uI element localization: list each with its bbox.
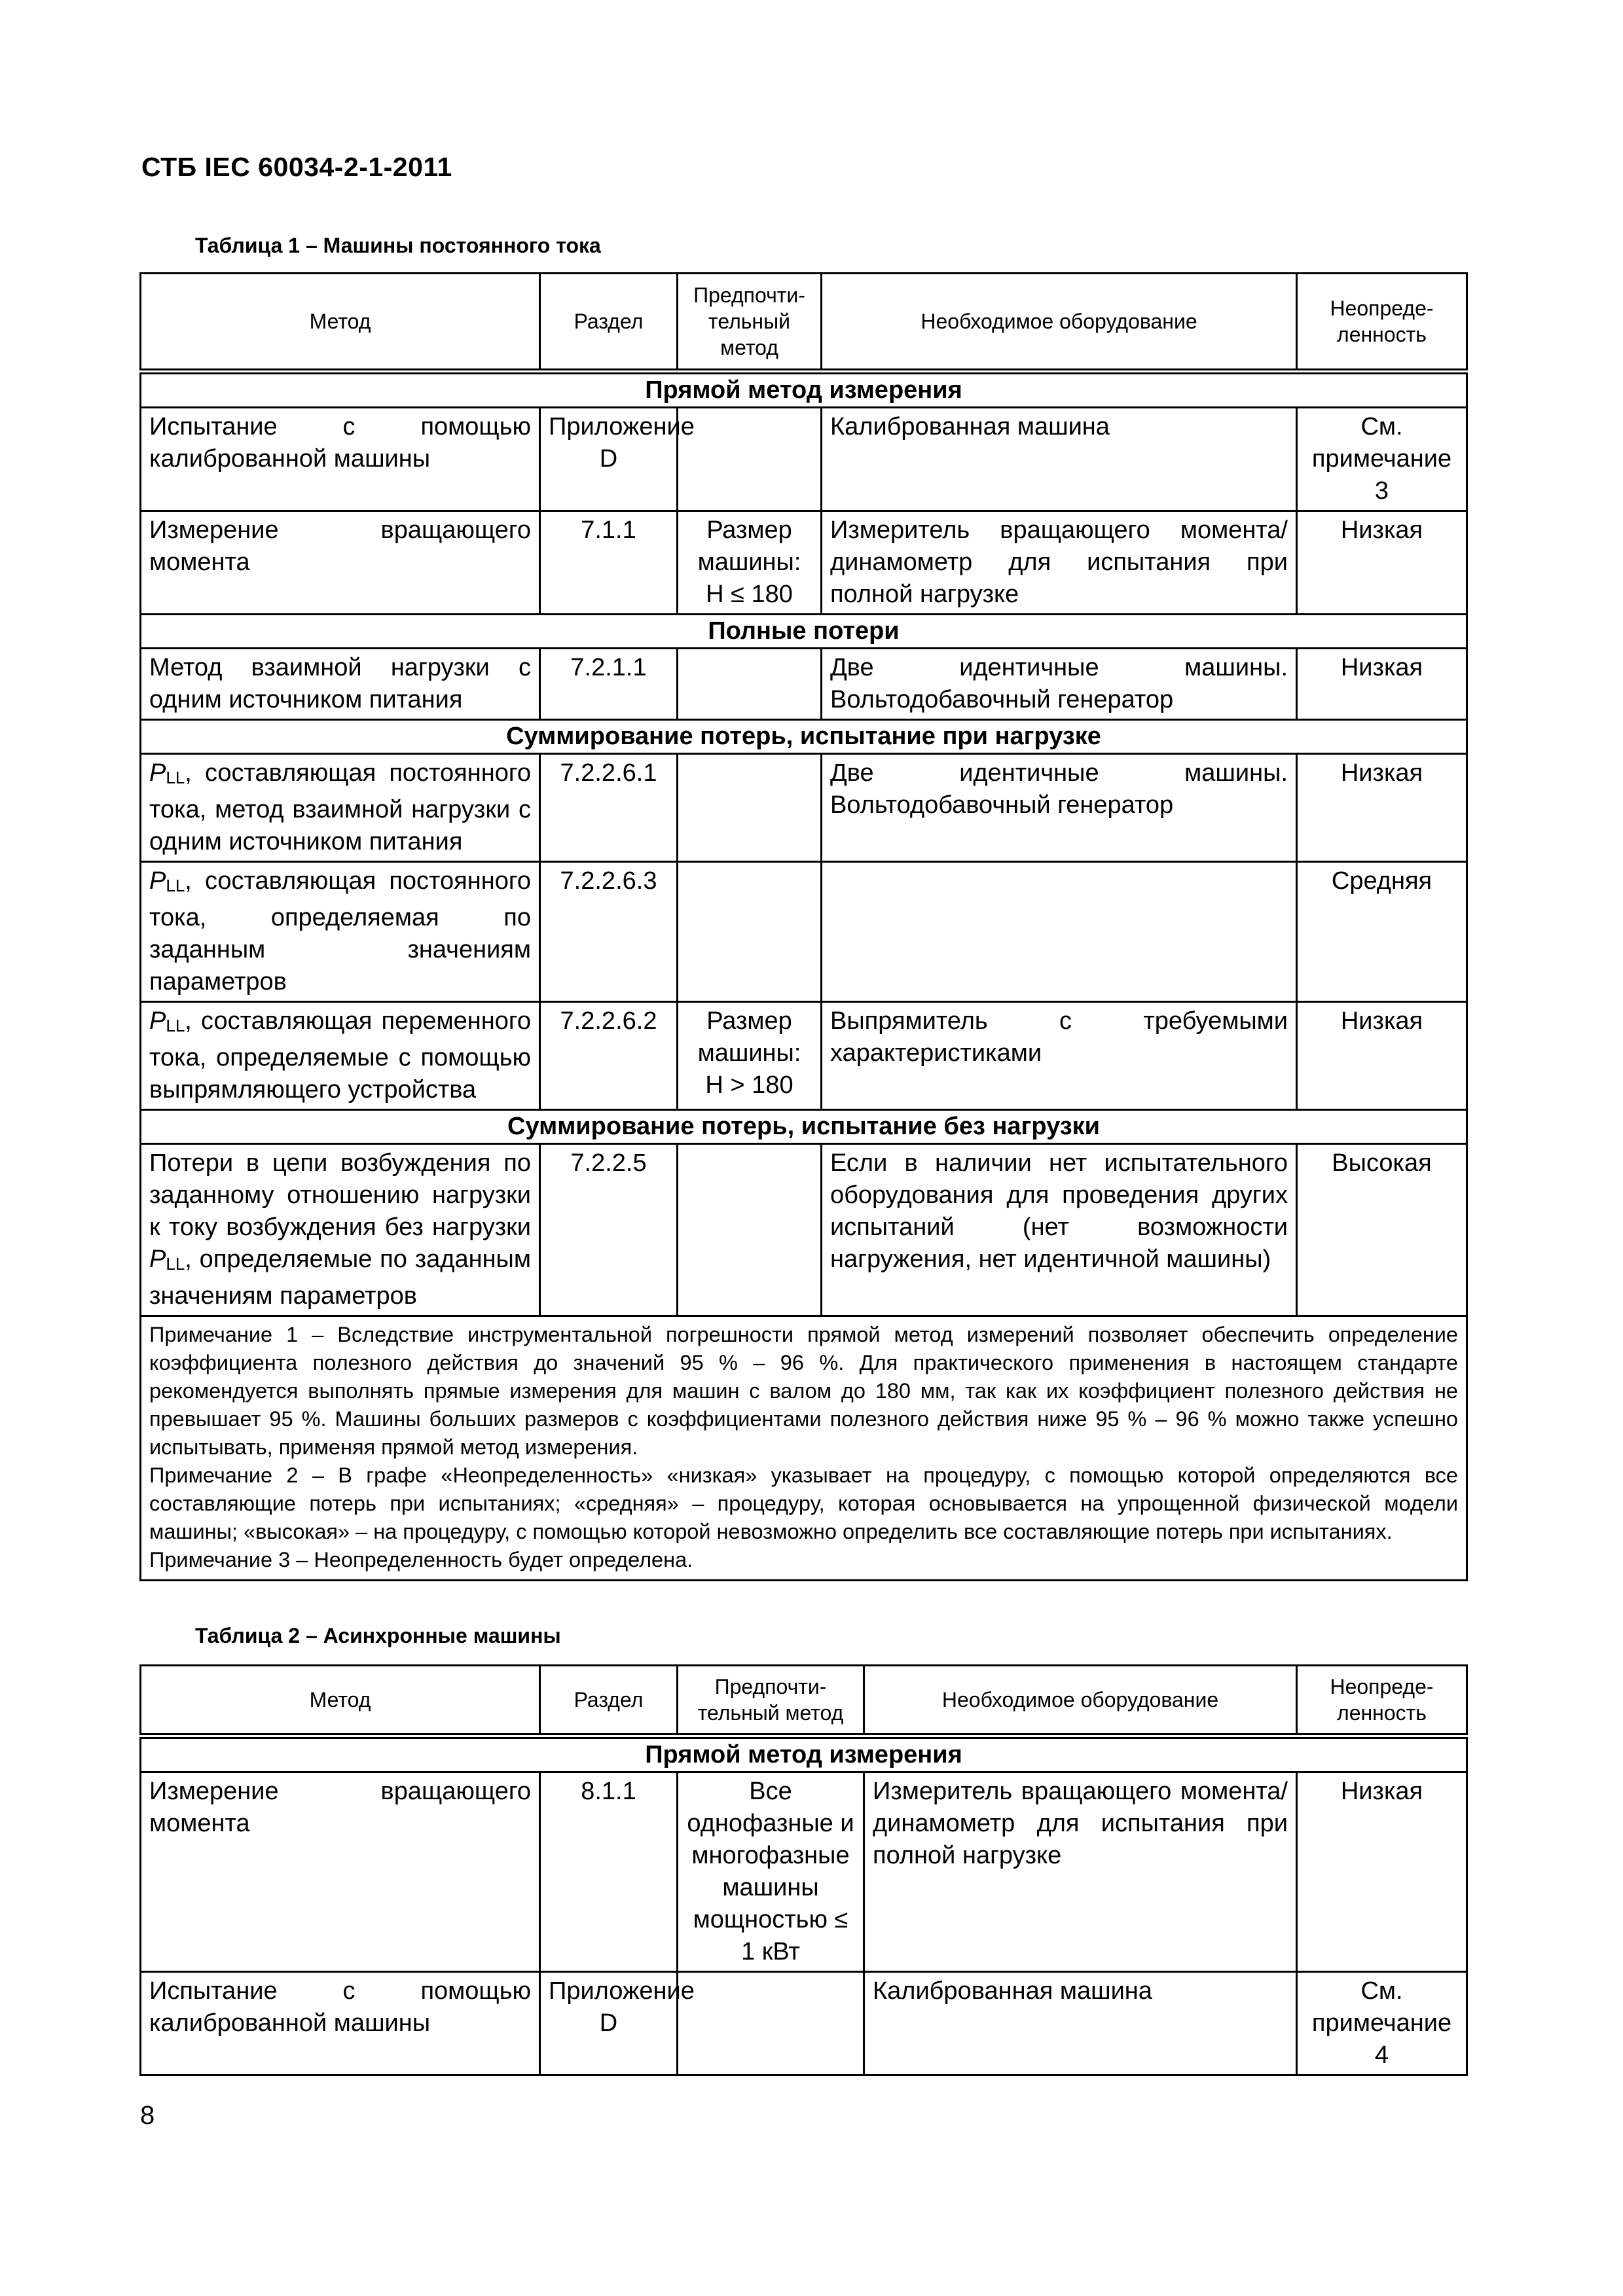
cell-section: Приложение D — [540, 1972, 678, 2075]
table-row — [141, 649, 1467, 720]
cell-uncertainty: Низкая — [1297, 1002, 1467, 1110]
table-row — [141, 754, 1467, 862]
cell-preferred — [678, 1972, 864, 2075]
method-text-a: Потери в цепи возбуждения по заданному отношению нагрузки к току возбуждения без нагрузки — [149, 1149, 531, 1241]
cell-section: Приложение D — [540, 408, 678, 511]
cell-uncertainty: Низкая — [1297, 1772, 1467, 1972]
document-header: СТБ IEC 60034-2-1-2011 — [141, 152, 452, 182]
table2-caption: Таблица 2 – Асинхронные машины — [195, 1624, 561, 1647]
cell-equipment: Выпрямитель с требуемыми характеристиками — [822, 1002, 1297, 1110]
symbol-p: P — [149, 867, 166, 895]
cell-equipment: Измеритель вращающего момента/ динамометр для испытания при полной нагрузке — [822, 511, 1297, 615]
note-3: Примечание 3 – Неопределенность будет определена. — [149, 1548, 693, 1571]
col-header-method: Метод — [141, 1666, 540, 1736]
method-text-b: , определяемые по заданным значениям параметров — [149, 1246, 531, 1310]
cell-preferred — [678, 649, 822, 720]
cell-method — [141, 1002, 540, 1110]
table1 — [139, 272, 1468, 1581]
cell-equipment: Две идентичные машины. Вольтодобавочный генератор — [822, 649, 1297, 720]
cell-equipment: Калиброванная машина — [864, 1972, 1297, 2075]
col-header-preferred: Предпочти-тельный метод — [678, 274, 822, 372]
page-number: 8 — [140, 2101, 155, 2130]
cell-uncertainty: Низкая — [1297, 649, 1467, 720]
cell-equipment — [822, 862, 1297, 1002]
cell-method — [141, 862, 540, 1002]
col-header-equipment: Необходимое оборудование — [822, 274, 1297, 372]
symbol-p: P — [149, 1246, 166, 1273]
col-header-section: Раздел — [540, 274, 678, 372]
cell-method — [141, 754, 540, 862]
cell-method: Измерение вращающего момента — [141, 1772, 540, 1972]
section-direct-measurement: Прямой метод измерения — [141, 372, 1467, 408]
section-row — [141, 615, 1467, 649]
section-total-losses: Полные потери — [141, 615, 1467, 649]
section-row — [141, 1736, 1467, 1772]
cell-preferred: Все однофазные и многофазные машины мощностью ≤ 1 кВт — [678, 1772, 864, 1972]
cell-equipment: Калиброванная машина — [822, 408, 1297, 511]
cell-section: 7.2.2.6.2 — [540, 1002, 678, 1110]
table1-caption: Таблица 1 – Машины постоянного тока — [195, 234, 601, 257]
cell-equipment: Две идентичные машины. Вольтодобавочный генератор — [822, 754, 1297, 862]
cell-preferred — [678, 408, 822, 511]
cell-method — [141, 1144, 540, 1316]
cell-uncertainty: Низкая — [1297, 511, 1467, 615]
notes-row — [141, 1316, 1467, 1581]
table-row — [141, 1002, 1467, 1110]
cell-section: 7.2.2.6.1 — [540, 754, 678, 862]
section-row — [141, 1110, 1467, 1144]
table-row — [141, 408, 1467, 511]
cell-uncertainty: Средняя — [1297, 862, 1467, 1002]
note-1: Примечание 1 – Вследствие инструментальной погрешности прямой метод измерений позволяет обеспечить определение коэффициента полезного действия до значений 95 % – 96 %. Для практического применения в настоящем стандарте рекомендуется выполнять прямые измерения для машин с валом до 180 мм, так как их коэффициент полезного действия не превышает 95 %. Машины больших размеров с коэффициентами полезного действия ниже 95 % – 96 % можно также успешно испытывать, применяя прямой метод измерения. — [149, 1323, 1458, 1459]
cell-section: 7.2.1.1 — [540, 649, 678, 720]
cell-uncertainty: См. примечание 3 — [1297, 408, 1467, 511]
col-header-method: Метод — [141, 274, 540, 372]
table-row — [141, 1144, 1467, 1316]
symbol-subscript: LL — [166, 1016, 185, 1035]
cell-section: 7.1.1 — [540, 511, 678, 615]
cell-preferred: Размер машины: H > 180 — [678, 1002, 822, 1110]
table-notes — [141, 1316, 1467, 1581]
col-header-uncertainty: Неопреде-ленность — [1297, 1666, 1467, 1736]
table-row — [141, 1772, 1467, 1972]
section-row — [141, 372, 1467, 408]
table-row — [141, 511, 1467, 615]
note-2: Примечание 2 – В графе «Неопределенность» «низкая» указывает на процедуру, с помощью которой определяются все составляющие потерь при испытаниях; «средняя» – процедуру, которая основывается на упрощенной физической модели машины; «высокая» – на процедуру, с помощью которой невозможно определить все составляющие потерь при испытаниях. — [149, 1463, 1458, 1543]
cell-method: Метод взаимной нагрузки с одним источником питания — [141, 649, 540, 720]
symbol-subscript: LL — [166, 876, 185, 895]
cell-uncertainty: Высокая — [1297, 1144, 1467, 1316]
symbol-p: P — [149, 759, 166, 787]
col-header-equipment: Необходимое оборудование — [864, 1666, 1297, 1736]
cell-method: Измерение вращающего момента — [141, 511, 540, 615]
section-load-test: Суммирование потерь, испытание при нагрузке — [141, 720, 1467, 754]
table-header-row — [141, 1666, 1467, 1736]
cell-method: Испытание с помощью калиброванной машины — [141, 408, 540, 511]
cell-preferred: Размер машины: H ≤ 180 — [678, 511, 822, 615]
table-header-row — [141, 274, 1467, 372]
section-row — [141, 720, 1467, 754]
cell-section: 7.2.2.6.3 — [540, 862, 678, 1002]
table-row — [141, 862, 1467, 1002]
cell-section: 7.2.2.5 — [540, 1144, 678, 1316]
col-header-uncertainty: Неопреде-ленность — [1297, 274, 1467, 372]
col-header-section: Раздел — [540, 1666, 678, 1736]
cell-uncertainty: Низкая — [1297, 754, 1467, 862]
section-direct-measurement: Прямой метод измерения — [141, 1736, 1467, 1772]
cell-uncertainty: См. примечание 4 — [1297, 1972, 1467, 2075]
cell-method: Испытание с помощью калиброванной машины — [141, 1972, 540, 2075]
method-text: , составляющая постоянного тока, определяемая по заданным значениям параметров — [149, 867, 531, 996]
table-row — [141, 1972, 1467, 2075]
cell-equipment: Если в наличии нет испытательного оборудования для проведения других испытаний (нет возможности нагружения, нет идентичной машины) — [822, 1144, 1297, 1316]
symbol-p: P — [149, 1007, 166, 1035]
method-text: , составляющая постоянного тока, метод взаимной нагрузки с одним источником питания — [149, 759, 531, 855]
symbol-subscript: LL — [166, 768, 185, 787]
table2 — [139, 1664, 1468, 2076]
cell-equipment: Измеритель вращающего момента/динамометр для испытания при полной нагрузке — [864, 1772, 1297, 1972]
cell-preferred — [678, 1144, 822, 1316]
section-noload-test: Суммирование потерь, испытание без нагрузки — [141, 1110, 1467, 1144]
col-header-preferred: Предпочти-тельный метод — [678, 1666, 864, 1736]
method-text: , составляющая переменного тока, определяемые с помощью выпрямляющего устройства — [149, 1007, 531, 1103]
cell-section: 8.1.1 — [540, 1772, 678, 1972]
cell-preferred — [678, 754, 822, 862]
cell-preferred — [678, 862, 822, 1002]
symbol-subscript: LL — [166, 1254, 185, 1274]
